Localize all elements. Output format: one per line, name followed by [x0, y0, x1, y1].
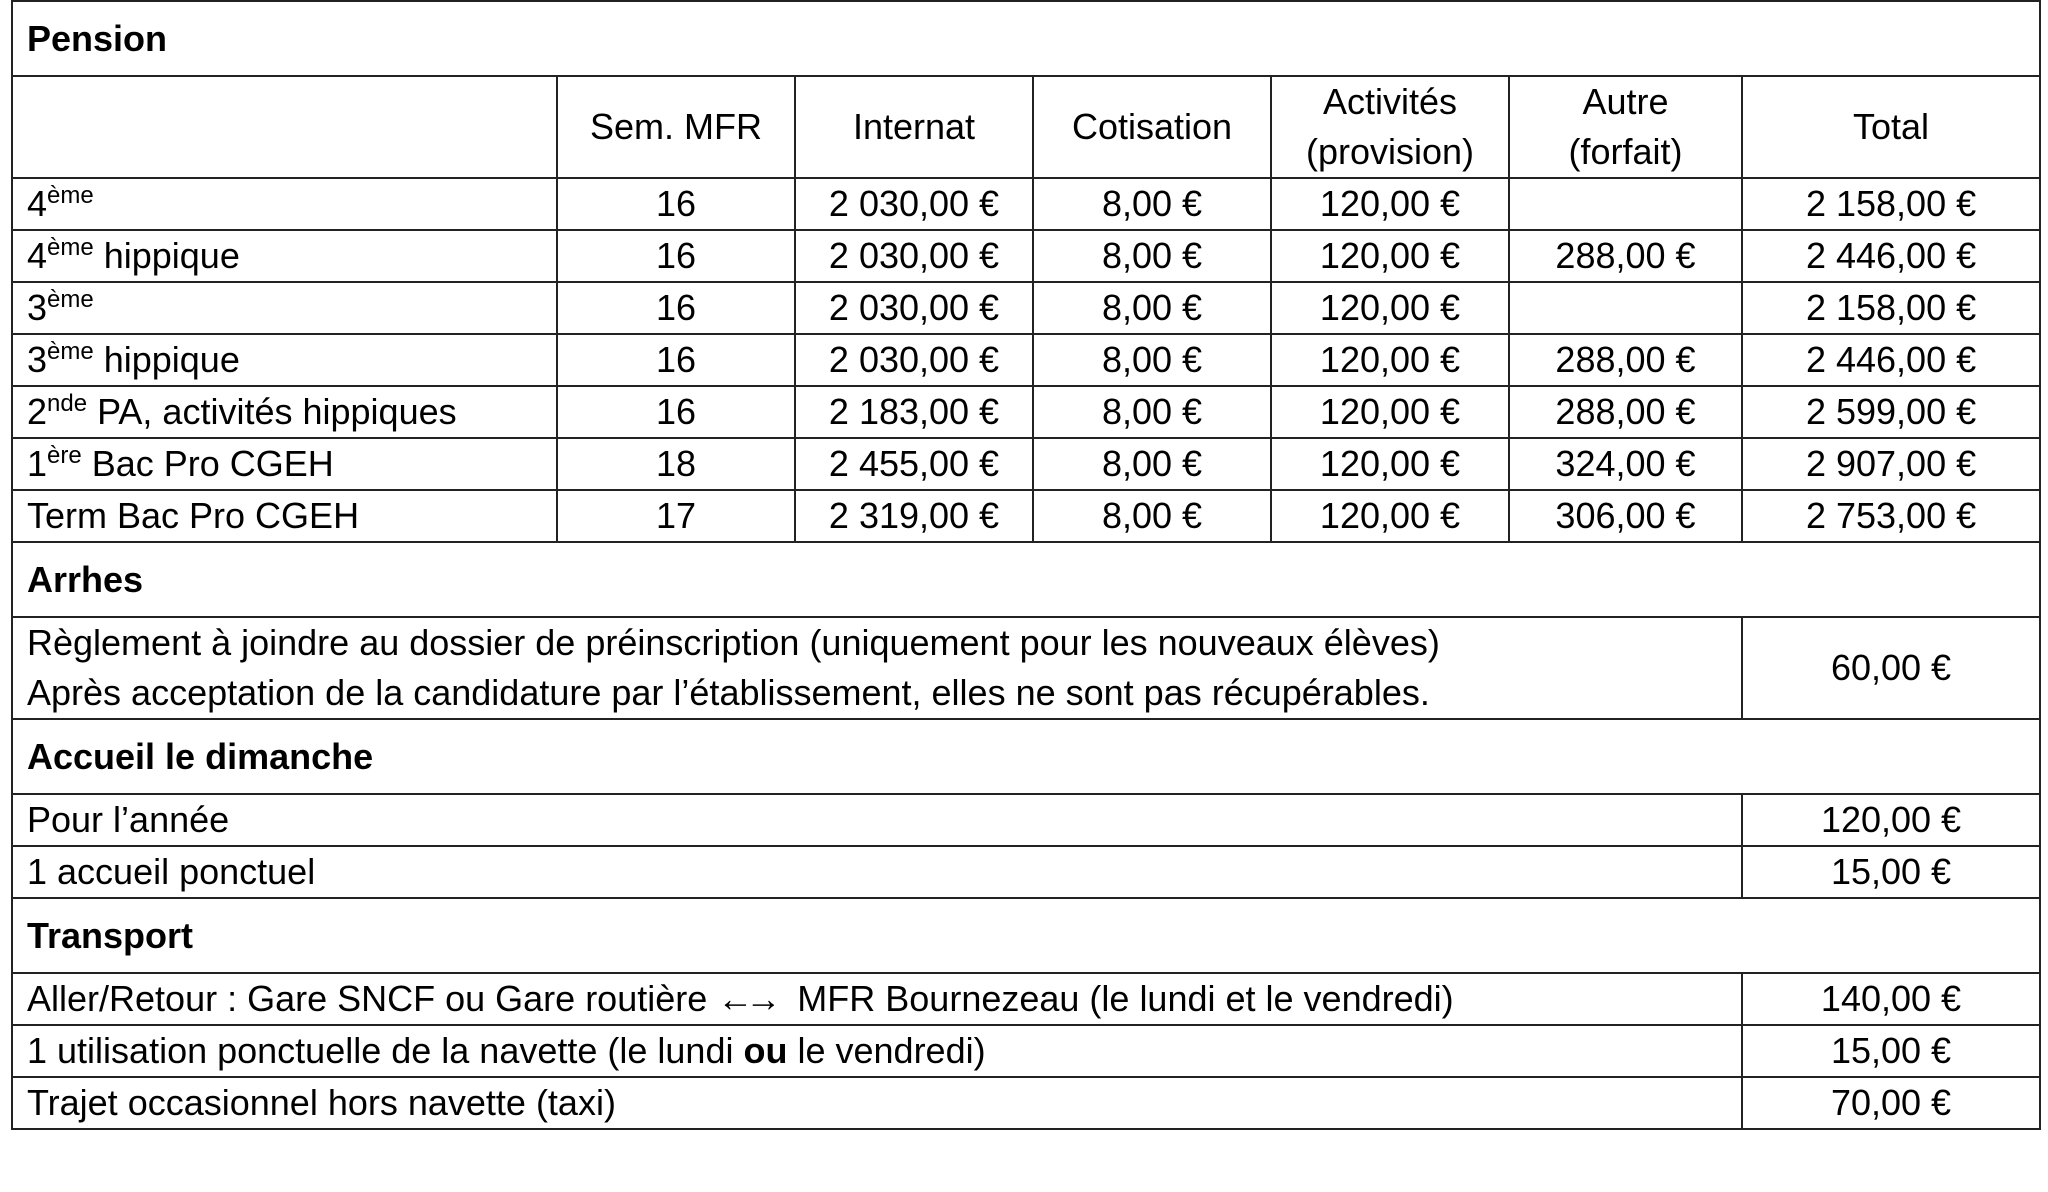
pension-cell-internat: 2 030,00 € [795, 334, 1033, 386]
pension-cell-autre: 288,00 € [1509, 334, 1742, 386]
pension-row [12, 282, 2040, 334]
pension-cell-activites: 120,00 € [1271, 178, 1509, 230]
pension-row [12, 438, 2040, 490]
level-suffix: Bac Pro CGEH [81, 443, 334, 484]
transport-aller-retour-label-b: MFR Bournezeau (le lundi et le vendredi) [797, 978, 1454, 1019]
accueil-amount: 15,00 € [1742, 846, 2040, 898]
arrhes-description [12, 617, 1742, 719]
pension-cell-autre [1509, 178, 1742, 230]
pension-row [12, 230, 2040, 282]
header-level [12, 76, 557, 178]
level-base: 2 [27, 391, 48, 432]
pension-row [12, 334, 2040, 386]
transport-row-ponctuelle [12, 1025, 2040, 1077]
transport-ponctuelle-label-b: le vendredi) [797, 1030, 986, 1071]
level-base: 4 [27, 235, 48, 276]
arrhes-line2: Après acceptation de la candidature par l’établissement, elles ne sont pas récupérables. [27, 672, 1430, 713]
header-cotisation: Cotisation [1033, 76, 1271, 178]
pension-cell-total: 2 599,00 € [1742, 386, 2040, 438]
header-activites-line1: Activités [1322, 81, 1458, 122]
level-superscript: nde [47, 390, 88, 417]
accueil-row-annee [12, 794, 2040, 846]
pension-cell-total: 2 907,00 € [1742, 438, 2040, 490]
transport-row-aller-retour [12, 973, 2040, 1025]
transport-label: Trajet occasionnel hors navette (taxi) [12, 1077, 1742, 1129]
pension-row [12, 178, 2040, 230]
pension-cell-sem: 16 [557, 334, 795, 386]
transport-amount: 70,00 € [1742, 1077, 2040, 1129]
header-autre-line2: (forfait) [1568, 131, 1683, 172]
level-superscript: ème [47, 338, 94, 365]
level-base: 4 [27, 183, 48, 224]
level-base: 3 [27, 339, 48, 380]
pension-level-label [12, 490, 557, 542]
header-internat: Internat [795, 76, 1033, 178]
pension-cell-autre: 324,00 € [1509, 438, 1742, 490]
pension-section-title: Pension [12, 1, 2040, 76]
pension-level-label [12, 230, 557, 282]
level-base: 3 [27, 287, 48, 328]
pension-cell-activites: 120,00 € [1271, 282, 1509, 334]
pension-cell-total: 2 158,00 € [1742, 282, 2040, 334]
pension-cell-sem: 16 [557, 230, 795, 282]
pension-rows [12, 178, 2040, 542]
level-superscript: ème [47, 182, 94, 209]
pension-cell-total: 2 446,00 € [1742, 334, 2040, 386]
transport-table [11, 897, 2041, 1130]
transport-row-taxi [12, 1077, 2040, 1129]
pension-cell-cotisation: 8,00 € [1033, 282, 1271, 334]
arrhes-line1: Règlement à joindre au dossier de préinscription (uniquement pour les nouveaux élèves) [27, 622, 1440, 663]
pension-row [12, 490, 2040, 542]
header-autre-line1: Autre [1582, 81, 1669, 122]
pension-level-label [12, 438, 557, 490]
transport-ponctuelle-label-a: 1 utilisation ponctuelle de la navette (le lundi [27, 1030, 734, 1071]
arrhes-row [12, 617, 2040, 719]
tariff-sheet [11, 0, 2039, 1130]
header-activites [1271, 76, 1509, 178]
pension-row [12, 386, 2040, 438]
pension-cell-total: 2 158,00 € [1742, 178, 2040, 230]
accueil-table [11, 718, 2041, 899]
pension-cell-internat: 2 030,00 € [795, 282, 1033, 334]
pension-cell-internat: 2 319,00 € [795, 490, 1033, 542]
arrhes-amount: 60,00 € [1742, 617, 2040, 719]
level-base: Term Bac Pro CGEH [27, 495, 360, 536]
transport-amount: 15,00 € [1742, 1025, 2040, 1077]
pension-cell-sem: 16 [557, 178, 795, 230]
transport-ponctuelle-bold-ou: ou [743, 1030, 788, 1071]
pension-cell-activites: 120,00 € [1271, 438, 1509, 490]
transport-amount: 140,00 € [1742, 973, 2040, 1025]
pension-cell-cotisation: 8,00 € [1033, 334, 1271, 386]
pension-cell-internat: 2 455,00 € [795, 438, 1033, 490]
pension-cell-cotisation: 8,00 € [1033, 438, 1271, 490]
pension-cell-internat: 2 030,00 € [795, 178, 1033, 230]
level-suffix: PA, activités hippiques [87, 391, 457, 432]
pension-cell-internat: 2 030,00 € [795, 230, 1033, 282]
pension-cell-activites: 120,00 € [1271, 490, 1509, 542]
pension-cell-sem: 16 [557, 282, 795, 334]
pension-cell-autre [1509, 282, 1742, 334]
level-suffix: hippique [93, 235, 240, 276]
transport-label [12, 1025, 1742, 1077]
pension-cell-cotisation: 8,00 € [1033, 386, 1271, 438]
pension-level-label [12, 178, 557, 230]
level-superscript: ème [47, 234, 94, 261]
accueil-amount: 120,00 € [1742, 794, 2040, 846]
pension-header-row [12, 76, 2040, 178]
accueil-label: Pour l’année [12, 794, 1742, 846]
pension-level-label [12, 282, 557, 334]
header-autre [1509, 76, 1742, 178]
arrhes-table [11, 541, 2041, 720]
pension-cell-activites: 120,00 € [1271, 230, 1509, 282]
header-activites-line2: (provision) [1305, 131, 1475, 172]
pension-cell-activites: 120,00 € [1271, 334, 1509, 386]
transport-section-title: Transport [12, 898, 2040, 973]
pension-level-label [12, 386, 557, 438]
pension-table [11, 0, 2041, 543]
level-superscript: ère [47, 442, 82, 469]
pension-cell-sem: 18 [557, 438, 795, 490]
pension-cell-cotisation: 8,00 € [1033, 230, 1271, 282]
pension-cell-total: 2 446,00 € [1742, 230, 2040, 282]
pension-cell-autre: 288,00 € [1509, 386, 1742, 438]
pension-cell-autre: 306,00 € [1509, 490, 1742, 542]
pension-cell-activites: 120,00 € [1271, 386, 1509, 438]
pension-cell-total: 2 753,00 € [1742, 490, 2040, 542]
pension-cell-sem: 16 [557, 386, 795, 438]
accueil-label: 1 accueil ponctuel [12, 846, 1742, 898]
level-base: 1 [27, 443, 48, 484]
header-sem: Sem. MFR [557, 76, 795, 178]
pension-cell-internat: 2 183,00 € [795, 386, 1033, 438]
pension-cell-cotisation: 8,00 € [1033, 178, 1271, 230]
arrhes-section-title: Arrhes [12, 542, 2040, 617]
header-total: Total [1742, 76, 2040, 178]
pension-cell-autre: 288,00 € [1509, 230, 1742, 282]
transport-label [12, 973, 1742, 1025]
level-superscript: ème [47, 286, 94, 313]
transport-aller-retour-label-a: Aller/Retour : Gare SNCF ou Gare routière [27, 978, 708, 1019]
pension-cell-sem: 17 [557, 490, 795, 542]
pension-cell-cotisation: 8,00 € [1033, 490, 1271, 542]
pension-level-label [12, 334, 557, 386]
accueil-row-ponctuel [12, 846, 2040, 898]
level-suffix: hippique [93, 339, 240, 380]
bidirectional-arrow-icon: ←→ [717, 978, 774, 1019]
accueil-section-title: Accueil le dimanche [12, 719, 2040, 794]
